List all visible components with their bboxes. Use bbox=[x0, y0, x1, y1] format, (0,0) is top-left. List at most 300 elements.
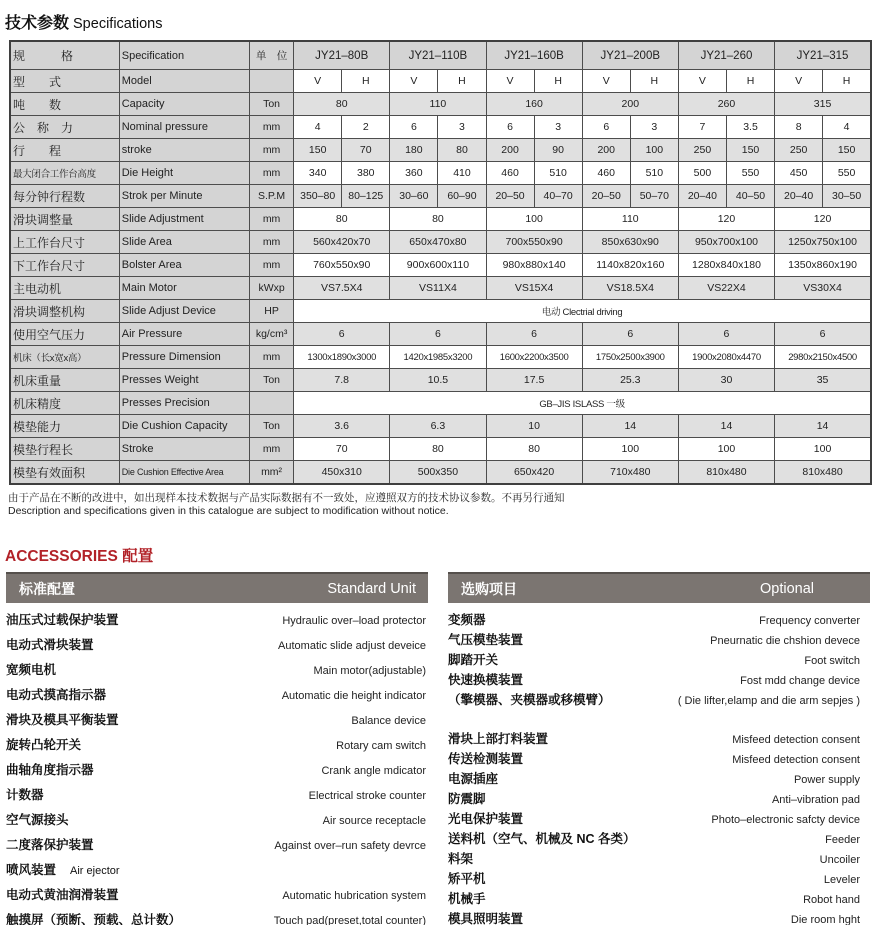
accessories-heading-cn: 配置 bbox=[122, 548, 154, 565]
accessory-item bbox=[6, 810, 428, 835]
spec-value-cell: 950x700x100 bbox=[678, 231, 774, 254]
footnote bbox=[8, 492, 876, 518]
spec-value-cell: 380 bbox=[342, 162, 390, 185]
standard-unit-header-bar bbox=[6, 572, 428, 603]
accessory-item-en: Main motor(adjustable) bbox=[313, 665, 426, 677]
spec-value-cell: 6 bbox=[294, 323, 390, 346]
spec-header-unit: 单 位 bbox=[250, 41, 294, 70]
spec-table-row bbox=[10, 185, 871, 208]
spec-vh-cell: V bbox=[390, 70, 438, 93]
accessory-item-cn: 料架 bbox=[448, 852, 474, 866]
accessory-item-en: Misfeed detection consent bbox=[732, 754, 860, 766]
accessory-item bbox=[448, 769, 870, 789]
spec-value-cell: 150 bbox=[726, 139, 774, 162]
accessory-item-cn: 矫平机 bbox=[448, 872, 486, 886]
spec-value-cell: 6 bbox=[486, 116, 534, 139]
spec-label-cn: 机床（长x宽x高） bbox=[10, 346, 119, 369]
spec-value-cell: 2 bbox=[342, 116, 390, 139]
spec-label-cn: 吨 数 bbox=[10, 93, 119, 116]
spec-value-cell: VS7.5X4 bbox=[294, 277, 390, 300]
spec-vh-cell: V bbox=[678, 70, 726, 93]
spec-vh-cell: H bbox=[534, 70, 582, 93]
spec-table-row bbox=[10, 438, 871, 461]
accessory-item-en: Hydraulic over–load protector bbox=[282, 615, 426, 627]
accessory-item bbox=[448, 650, 870, 670]
spec-unit: mm bbox=[250, 139, 294, 162]
spec-value-cell: 70 bbox=[342, 139, 390, 162]
accessory-item-en: Balance device bbox=[351, 715, 426, 727]
accessory-item bbox=[448, 729, 870, 749]
spec-label-cn: 公 称 力 bbox=[10, 116, 119, 139]
spec-value-cell: 4 bbox=[294, 116, 342, 139]
spec-value-cell: 810x480 bbox=[775, 461, 871, 485]
spec-unit: mm bbox=[250, 116, 294, 139]
accessory-item-en: Fost mdd change device bbox=[740, 675, 860, 687]
accessory-item-en: Misfeed detection consent bbox=[732, 734, 860, 746]
accessory-item-en: Photo–electronic safcty device bbox=[711, 814, 860, 826]
spec-value-cell: 80–125 bbox=[342, 185, 390, 208]
spec-vh-cell: V bbox=[486, 70, 534, 93]
accessory-item-en: Crank angle mdicator bbox=[321, 765, 426, 777]
standard-unit-header-cn: 标准配置 bbox=[19, 580, 75, 597]
spec-value-cell: 510 bbox=[534, 162, 582, 185]
spec-value-cell: GB–JIS ISLASS 一级 bbox=[294, 392, 871, 415]
spec-value-cell: 20–50 bbox=[582, 185, 630, 208]
spec-value-cell: 80 bbox=[390, 208, 486, 231]
spec-value-cell: 150 bbox=[823, 139, 871, 162]
accessory-item-cn: 旋转凸轮开关 bbox=[6, 738, 82, 752]
accessory-item-en: Rotary cam switch bbox=[336, 740, 426, 752]
spec-label-en: Slide Adjustment bbox=[119, 208, 249, 231]
spec-value-cell: VS30X4 bbox=[775, 277, 871, 300]
spec-unit bbox=[250, 70, 294, 93]
accessory-item-inline-en: Air ejector bbox=[70, 865, 120, 877]
spec-label-en: Nominal pressure bbox=[119, 116, 249, 139]
spec-label-cn: 使用空气压力 bbox=[10, 323, 119, 346]
optional-panel bbox=[448, 572, 870, 925]
footnote-en: Description and specifications given in this catalogue are subject to modification without notice. bbox=[8, 505, 449, 517]
spec-table-row bbox=[10, 93, 871, 116]
spec-table-row bbox=[10, 208, 871, 231]
accessory-item bbox=[6, 760, 428, 785]
spec-value-cell: 40–70 bbox=[534, 185, 582, 208]
spec-table-row bbox=[10, 346, 871, 369]
page-title bbox=[0, 0, 876, 36]
accessory-item-cn: 喷风装置 Air ejector bbox=[6, 863, 120, 877]
spec-label-cn: 最大闭合工作台高度 bbox=[10, 162, 119, 185]
accessory-item-en: Automatic hubrication system bbox=[282, 890, 426, 902]
spec-value-cell: 70 bbox=[294, 438, 390, 461]
spec-value-cell: 7 bbox=[678, 116, 726, 139]
spec-value-cell: 6.3 bbox=[390, 415, 486, 438]
spec-label-cn: 滑块调整机构 bbox=[10, 300, 119, 323]
spec-unit: kg/cm³ bbox=[250, 323, 294, 346]
spec-label-en: Strok per Minute bbox=[119, 185, 249, 208]
spec-label-cn: 模垫能力 bbox=[10, 415, 119, 438]
spec-label-cn: 行 程 bbox=[10, 139, 119, 162]
accessory-item bbox=[448, 889, 870, 909]
spec-value-cell: 50–70 bbox=[630, 185, 678, 208]
spec-value-cell: 1750x2500x3900 bbox=[582, 346, 678, 369]
spec-label-cn: 模垫有效面积 bbox=[10, 461, 119, 485]
spec-value-cell: 30–50 bbox=[823, 185, 871, 208]
spec-label-en: Presses Weight bbox=[119, 369, 249, 392]
spec-value-cell: 1420x1985x3200 bbox=[390, 346, 486, 369]
spec-value-cell: 1140x820x160 bbox=[582, 254, 678, 277]
spec-value-cell: 810x480 bbox=[678, 461, 774, 485]
spec-value-cell: 14 bbox=[582, 415, 678, 438]
spec-label-en: Die Cushion Effective Area bbox=[119, 461, 249, 485]
spec-value-cell: VS11X4 bbox=[390, 277, 486, 300]
spec-value-cell: 80 bbox=[390, 438, 486, 461]
spec-value-cell: 20–40 bbox=[678, 185, 726, 208]
spec-label-cn: 下工作台尺寸 bbox=[10, 254, 119, 277]
accessory-item-cn: 二度落保护装置 bbox=[6, 838, 94, 852]
spec-value-cell: 80 bbox=[486, 438, 582, 461]
spec-label-en: Presses Precision bbox=[119, 392, 249, 415]
spec-value-cell: 3 bbox=[438, 116, 486, 139]
spec-table-row bbox=[10, 231, 871, 254]
spec-value-cell: 200 bbox=[486, 139, 534, 162]
spec-value-cell: 500 bbox=[678, 162, 726, 185]
accessory-item-en: Air source receptacle bbox=[322, 815, 426, 827]
spec-unit bbox=[250, 392, 294, 415]
spec-value-cell: 100 bbox=[630, 139, 678, 162]
accessory-item bbox=[6, 785, 428, 810]
accessory-item-cn: 模具照明装置 bbox=[448, 912, 524, 925]
spec-label-en: Pressure Dimension bbox=[119, 346, 249, 369]
spec-value-cell: 450x310 bbox=[294, 461, 390, 485]
accessory-item bbox=[6, 660, 428, 685]
spec-value-cell: 8 bbox=[775, 116, 823, 139]
spec-label-cn: 型 式 bbox=[10, 70, 119, 93]
accessory-item bbox=[6, 710, 428, 735]
spec-value-cell: 980x880x140 bbox=[486, 254, 582, 277]
spec-value-cell: 6 bbox=[775, 323, 871, 346]
spec-value-cell: 100 bbox=[775, 438, 871, 461]
accessory-item bbox=[448, 829, 870, 849]
spec-value-cell: 35 bbox=[775, 369, 871, 392]
spec-value-cell: 7.8 bbox=[294, 369, 390, 392]
spec-label-cn: 机床重量 bbox=[10, 369, 119, 392]
spec-value-cell: 150 bbox=[294, 139, 342, 162]
spec-value-cell: 510 bbox=[630, 162, 678, 185]
spec-value-cell: 260 bbox=[678, 93, 774, 116]
optional-list bbox=[448, 610, 870, 925]
accessory-item bbox=[448, 749, 870, 769]
accessory-item bbox=[6, 685, 428, 710]
spec-table-body bbox=[10, 41, 871, 484]
spec-value-cell: 3 bbox=[534, 116, 582, 139]
optional-header-en: Optional bbox=[759, 580, 814, 597]
spec-value-cell: 850x630x90 bbox=[582, 231, 678, 254]
spec-label-en: Stroke bbox=[119, 438, 249, 461]
spec-label-en: Air Pressure bbox=[119, 323, 249, 346]
spec-unit: Ton bbox=[250, 93, 294, 116]
accessory-item-cn: 传送检测装置 bbox=[448, 752, 524, 766]
accessory-item-cn: 机械手 bbox=[448, 892, 486, 906]
spec-unit: mm bbox=[250, 254, 294, 277]
spec-value-cell: 360 bbox=[390, 162, 438, 185]
spec-value-cell: VS15X4 bbox=[486, 277, 582, 300]
spec-value-cell: 650x420 bbox=[486, 461, 582, 485]
accessory-item-en: Electrical stroke counter bbox=[308, 790, 426, 802]
accessory-item-en: Automatic slide adjust deveice bbox=[278, 640, 426, 652]
accessory-item bbox=[6, 635, 428, 660]
spec-value-cell: 550 bbox=[823, 162, 871, 185]
spec-unit: HP bbox=[250, 300, 294, 323]
optional-header-cn: 选购项目 bbox=[461, 580, 517, 597]
spec-value-cell: 14 bbox=[775, 415, 871, 438]
spec-value-cell: 760x550x90 bbox=[294, 254, 390, 277]
spec-label-cn: 每分钟行程数 bbox=[10, 185, 119, 208]
accessory-item bbox=[6, 885, 428, 910]
spec-value-cell: 4 bbox=[823, 116, 871, 139]
accessory-item-en: Power supply bbox=[793, 774, 860, 786]
spec-label-en: stroke bbox=[119, 139, 249, 162]
accessory-item-cn: 滑块上部打料装置 bbox=[448, 732, 549, 746]
spec-value-cell: 650x470x80 bbox=[390, 231, 486, 254]
spec-unit: Ton bbox=[250, 415, 294, 438]
spec-value-cell: 340 bbox=[294, 162, 342, 185]
standard-unit-panel bbox=[6, 572, 428, 925]
spec-value-cell: 500x350 bbox=[390, 461, 486, 485]
accessory-item-en: Against over–run safety devrce bbox=[274, 840, 426, 852]
accessory-item-en: Pneurnatic die chshion devece bbox=[710, 635, 860, 647]
accessory-item bbox=[448, 630, 870, 650]
spec-vh-cell: H bbox=[438, 70, 486, 93]
accessory-item-cn: 电动式黄油润滑装置 bbox=[6, 888, 119, 902]
spec-value-cell: 6 bbox=[582, 323, 678, 346]
spec-value-cell: 1900x2080x4470 bbox=[678, 346, 774, 369]
spec-model-name: JY21–200B bbox=[582, 41, 678, 70]
spec-value-cell: 900x600x110 bbox=[390, 254, 486, 277]
spec-value-cell: 180 bbox=[390, 139, 438, 162]
spec-label-en: Main Motor bbox=[119, 277, 249, 300]
accessory-item-cn: 电动式滑块装置 bbox=[6, 638, 94, 652]
spec-value-cell: 100 bbox=[582, 438, 678, 461]
spec-table-row bbox=[10, 323, 871, 346]
spec-value-cell: 20–50 bbox=[486, 185, 534, 208]
accessory-item-en: Anti–vibration pad bbox=[771, 794, 860, 806]
spec-value-cell: 350–80 bbox=[294, 185, 342, 208]
page-title-en: Specifications bbox=[73, 16, 163, 32]
spec-value-cell: 25.3 bbox=[582, 369, 678, 392]
spec-vh-cell: V bbox=[582, 70, 630, 93]
spec-value-cell: 200 bbox=[582, 139, 630, 162]
accessory-item bbox=[448, 849, 870, 869]
accessory-item bbox=[6, 835, 428, 860]
spec-value-cell: 550 bbox=[726, 162, 774, 185]
spec-value-cell: 14 bbox=[678, 415, 774, 438]
spec-unit: mm bbox=[250, 231, 294, 254]
spec-vh-cell: H bbox=[342, 70, 390, 93]
accessory-item-cn: 气压模垫装置 bbox=[448, 633, 524, 647]
spec-label-en: Capacity bbox=[119, 93, 249, 116]
spec-model-name: JY21–80B bbox=[294, 41, 390, 70]
spec-value-cell: 3.5 bbox=[726, 116, 774, 139]
accessory-item bbox=[448, 869, 870, 889]
spec-table-row bbox=[10, 162, 871, 185]
spec-value-cell: 560x420x70 bbox=[294, 231, 390, 254]
spec-value-cell: 60–90 bbox=[438, 185, 486, 208]
accessory-item bbox=[448, 610, 870, 630]
accessory-item-cn: 宽频电机 bbox=[6, 663, 57, 677]
spec-value-cell: 110 bbox=[390, 93, 486, 116]
accessory-item-cn: 电源插座 bbox=[448, 772, 499, 786]
accessory-item-cn: 脚踏开关 bbox=[448, 653, 499, 667]
accessories-heading-en: ACCESSORIES bbox=[5, 548, 118, 565]
spec-header-cn: 规 格 bbox=[10, 41, 119, 70]
spec-value-cell: 250 bbox=[775, 139, 823, 162]
spec-unit: mm bbox=[250, 162, 294, 185]
accessory-item-en: Automatic die height indicator bbox=[281, 690, 426, 702]
accessory-item-en: Foot switch bbox=[804, 655, 860, 667]
accessory-item-cn: 计数器 bbox=[6, 788, 44, 802]
spec-unit: S.P.M bbox=[250, 185, 294, 208]
accessory-item bbox=[6, 860, 428, 885]
spec-label-en: Die Height bbox=[119, 162, 249, 185]
spec-table-row bbox=[10, 70, 871, 93]
spec-value-cell: 10 bbox=[486, 415, 582, 438]
spec-label-cn: 上工作台尺寸 bbox=[10, 231, 119, 254]
spec-value-cell: 3 bbox=[630, 116, 678, 139]
spec-value-cell: VS18.5X4 bbox=[582, 277, 678, 300]
spec-table-row bbox=[10, 300, 871, 323]
accessory-item-cn: （擎模器、夹模器或移模臂） bbox=[448, 693, 611, 707]
accessory-item-cn: 送料机（空气、机械及 NC 各类） bbox=[448, 832, 636, 846]
spec-label-cn: 滑块调整量 bbox=[10, 208, 119, 231]
spec-model-name: JY21–315 bbox=[775, 41, 871, 70]
spec-unit: mm bbox=[250, 346, 294, 369]
spec-value-cell: 80 bbox=[294, 208, 390, 231]
spec-label-en: Model bbox=[119, 70, 249, 93]
accessory-item-en: Touch pad(preset,total counter) bbox=[273, 915, 426, 925]
spec-value-cell: 90 bbox=[534, 139, 582, 162]
accessory-item bbox=[448, 690, 870, 710]
spec-vh-cell: H bbox=[630, 70, 678, 93]
spec-value-cell: 20–40 bbox=[775, 185, 823, 208]
spec-value-cell: 10.5 bbox=[390, 369, 486, 392]
spec-value-cell: 410 bbox=[438, 162, 486, 185]
spec-value-cell: 710x480 bbox=[582, 461, 678, 485]
accessory-item-en: Uncoiler bbox=[819, 854, 860, 866]
spec-unit: kWxp bbox=[250, 277, 294, 300]
accessory-item-en: Leveler bbox=[823, 874, 860, 886]
spec-value-cell: 6 bbox=[390, 323, 486, 346]
spec-label-cn: 模垫行程长 bbox=[10, 438, 119, 461]
spec-header-en: Specification bbox=[119, 41, 249, 70]
spec-value-cell: 6 bbox=[678, 323, 774, 346]
spec-value-cell: 6 bbox=[390, 116, 438, 139]
page-title-cn: 技术参数 bbox=[5, 15, 70, 32]
spec-value-cell: 6 bbox=[582, 116, 630, 139]
accessory-item-cn: 电动式摸高指示器 bbox=[6, 688, 107, 702]
spec-value-cell: 1280x840x180 bbox=[678, 254, 774, 277]
accessory-item-cn: 油压式过载保护装置 bbox=[6, 613, 119, 627]
spec-model-name: JY21–110B bbox=[390, 41, 486, 70]
spec-table-row bbox=[10, 254, 871, 277]
specifications-table bbox=[9, 40, 872, 485]
accessory-item bbox=[448, 789, 870, 809]
spec-label-cn: 主电动机 bbox=[10, 277, 119, 300]
footnote-cn: 由于产品在不断的改进中，如出现样本技术数据与产品实际数据有不一致处，应遵照双方的技术协议参数。不再另行通知 bbox=[8, 492, 565, 504]
standard-unit-header-en: Standard Unit bbox=[327, 580, 416, 597]
accessory-item bbox=[448, 809, 870, 829]
list-gap bbox=[448, 710, 870, 729]
spec-table-row bbox=[10, 116, 871, 139]
accessories-heading bbox=[5, 544, 876, 566]
accessory-item-cn: 防震脚 bbox=[448, 792, 486, 806]
spec-value-cell: 3.6 bbox=[294, 415, 390, 438]
spec-unit: mm bbox=[250, 208, 294, 231]
accessory-item-en: Feeder bbox=[825, 834, 860, 846]
accessory-item-en: ( Die lifter,elamp and die arm sepjes ) bbox=[677, 695, 860, 707]
spec-value-cell: 30 bbox=[678, 369, 774, 392]
spec-table-row bbox=[10, 461, 871, 485]
spec-value-cell: 17.5 bbox=[486, 369, 582, 392]
spec-table-row bbox=[10, 369, 871, 392]
accessory-item-cn: 空气源接头 bbox=[6, 813, 69, 827]
spec-value-cell: 200 bbox=[582, 93, 678, 116]
accessory-item bbox=[448, 670, 870, 690]
spec-label-cn: 机床精度 bbox=[10, 392, 119, 415]
spec-table-row bbox=[10, 392, 871, 415]
spec-value-cell: 1600x2200x3500 bbox=[486, 346, 582, 369]
accessory-item bbox=[6, 610, 428, 635]
spec-label-en: Bolster Area bbox=[119, 254, 249, 277]
accessory-item-cn: 触摸屏（预断、预载、总计数） bbox=[6, 913, 182, 925]
accessory-item-en: Robot hand bbox=[803, 894, 860, 906]
spec-value-cell: 250 bbox=[678, 139, 726, 162]
spec-label-en: Slide Area bbox=[119, 231, 249, 254]
spec-vh-cell: V bbox=[294, 70, 342, 93]
accessory-item-en: Die room hght bbox=[790, 914, 860, 925]
spec-vh-cell: H bbox=[726, 70, 774, 93]
spec-table-row bbox=[10, 415, 871, 438]
spec-value-cell: 120 bbox=[678, 208, 774, 231]
spec-value-cell: 1350x860x190 bbox=[775, 254, 871, 277]
spec-vh-cell: H bbox=[823, 70, 871, 93]
spec-value-cell: 80 bbox=[294, 93, 390, 116]
accessory-item-cn: 光电保护装置 bbox=[448, 812, 524, 826]
spec-value-cell: 电动 Clectrial driving bbox=[294, 300, 871, 323]
accessory-item bbox=[448, 909, 870, 925]
spec-value-cell: 30–60 bbox=[390, 185, 438, 208]
optional-header-bar bbox=[448, 572, 870, 603]
spec-value-cell: 100 bbox=[678, 438, 774, 461]
spec-vh-cell: V bbox=[775, 70, 823, 93]
spec-unit: Ton bbox=[250, 369, 294, 392]
spec-table-row bbox=[10, 277, 871, 300]
spec-unit: mm² bbox=[250, 461, 294, 485]
accessory-item-cn: 变频器 bbox=[448, 613, 486, 627]
spec-value-cell: 460 bbox=[582, 162, 630, 185]
accessories-columns bbox=[6, 572, 870, 925]
spec-label-en: Slide Adjust Device bbox=[119, 300, 249, 323]
standard-unit-list bbox=[6, 610, 428, 925]
spec-model-name: JY21–160B bbox=[486, 41, 582, 70]
spec-value-cell: 460 bbox=[486, 162, 534, 185]
spec-value-cell: 120 bbox=[775, 208, 871, 231]
spec-unit: mm bbox=[250, 438, 294, 461]
spec-value-cell: 110 bbox=[582, 208, 678, 231]
accessory-item-en: Frequency converter bbox=[759, 615, 860, 627]
accessory-item bbox=[6, 910, 428, 925]
spec-value-cell: 80 bbox=[438, 139, 486, 162]
spec-value-cell: VS22X4 bbox=[678, 277, 774, 300]
spec-value-cell: 2980x2150x4500 bbox=[775, 346, 871, 369]
